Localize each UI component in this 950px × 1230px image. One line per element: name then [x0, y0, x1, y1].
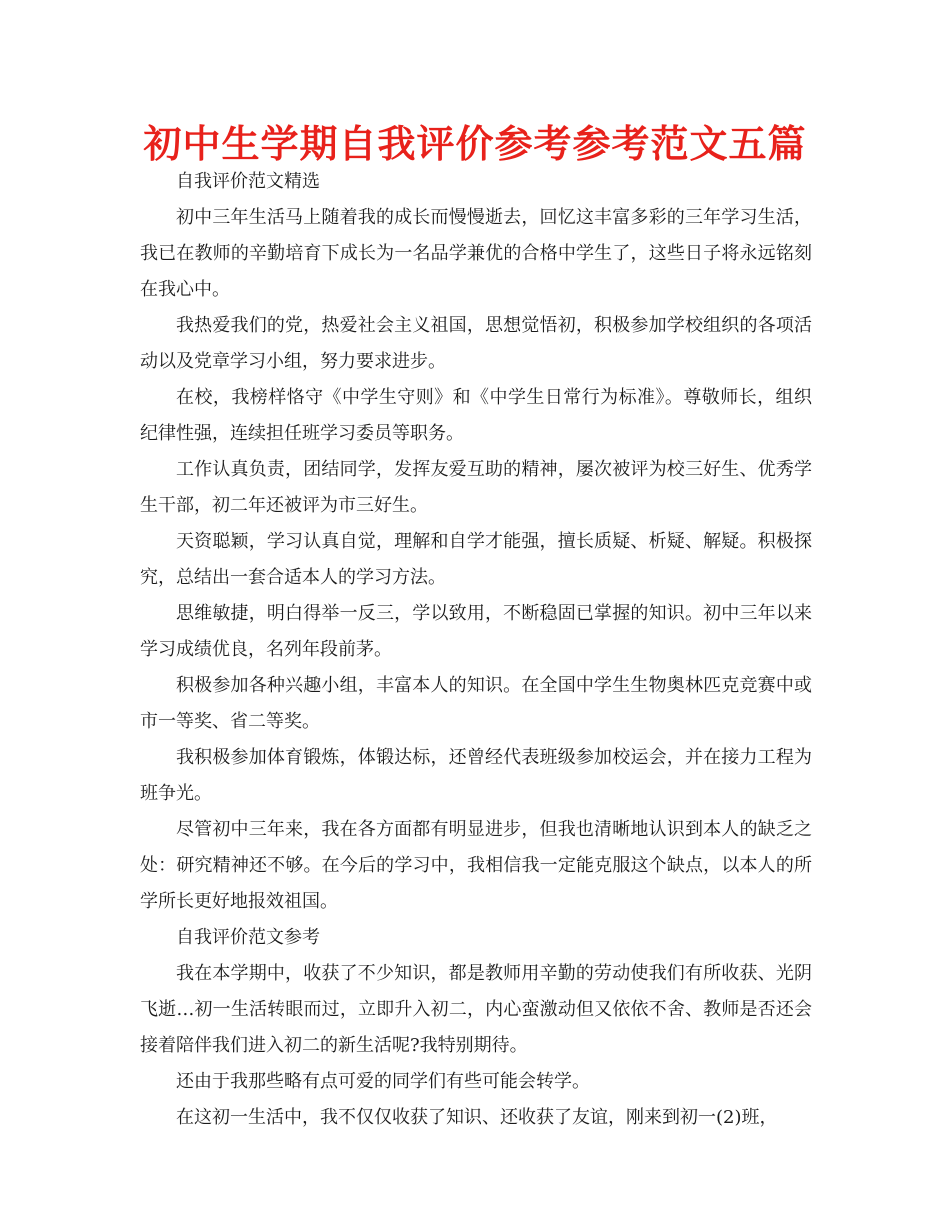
paragraph: 还由于我那些略有点可爱的同学们有些可能会转学。 — [176, 1071, 590, 1092]
paragraph: 尽管初中三年来，我在各方面都有明显进步，但我也清晰地认识到本人的缺乏之处：研究精神还不够。在今后的学习中，我相信我一定能克服这个缺点，以本人的所学所长更好地报效祖国。 — [140, 819, 812, 912]
paragraph: 积极参加各种兴趣小组，丰富本人的知识。在全国中学生生物奥林匹克竞赛中或市一等奖、省二等奖。 — [140, 675, 812, 732]
paragraph: 思维敏捷，明白得举一反三，学以致用，不断稳固已掌握的知识。初中三年以来学习成绩优良，名列年段前茅。 — [140, 603, 812, 660]
paragraph: 工作认真负责，团结同学，发挥友爱互助的精神，屡次被评为校三好生、优秀学生干部，初二年还被评为市三好生。 — [140, 459, 812, 516]
paragraph: 我热爱我们的党，热爱社会主义祖国，思想觉悟初，积极参加学校组织的各项活动以及党章学习小组，努力要求进步。 — [140, 315, 812, 372]
paragraph: 在校，我榜样恪守《中学生守则》和《中学生日常行为标准》。尊敬师长，组织纪律性强，连续担任班学习委员等职务。 — [140, 387, 812, 444]
document-title: 初中生学期自我评价参考参考范文五篇 — [143, 121, 807, 166]
document-body — [140, 164, 812, 1136]
paragraph: 我在本学期中，收获了不少知识，都是教师用辛勤的劳动使我们有所收获、光阴飞逝…初一生活转眼而过，立即升入初二，内心蛮激动但又依依不舍、教师是否还会接着陪伴我们进入初二的新生活呢?我特别期待。 — [140, 963, 812, 1056]
paragraph: 天资聪颖，学习认真自觉，理解和自学才能强，擅长质疑、析疑、解疑。积极探究，总结出一套合适本人的学习方法。 — [140, 531, 812, 588]
paragraph: 初中三年生活马上随着我的成长而慢慢逝去，回忆这丰富多彩的三年学习生活，我已在教师的辛勤培育下成长为一名品学兼优的合格中学生了，这些日子将永远铭刻在我心中。 — [140, 207, 812, 300]
section-heading: 自我评价范文参考 — [176, 927, 320, 948]
paragraph: 在这初一生活中，我不仅仅收获了知识、还收获了友谊，刚来到初一(2)班， — [176, 1107, 778, 1128]
paragraph: 我积极参加体育锻炼，体锻达标，还曾经代表班级参加校运会，并在接力工程为班争光。 — [140, 747, 812, 804]
section-heading: 自我评价范文精选 — [176, 171, 320, 192]
